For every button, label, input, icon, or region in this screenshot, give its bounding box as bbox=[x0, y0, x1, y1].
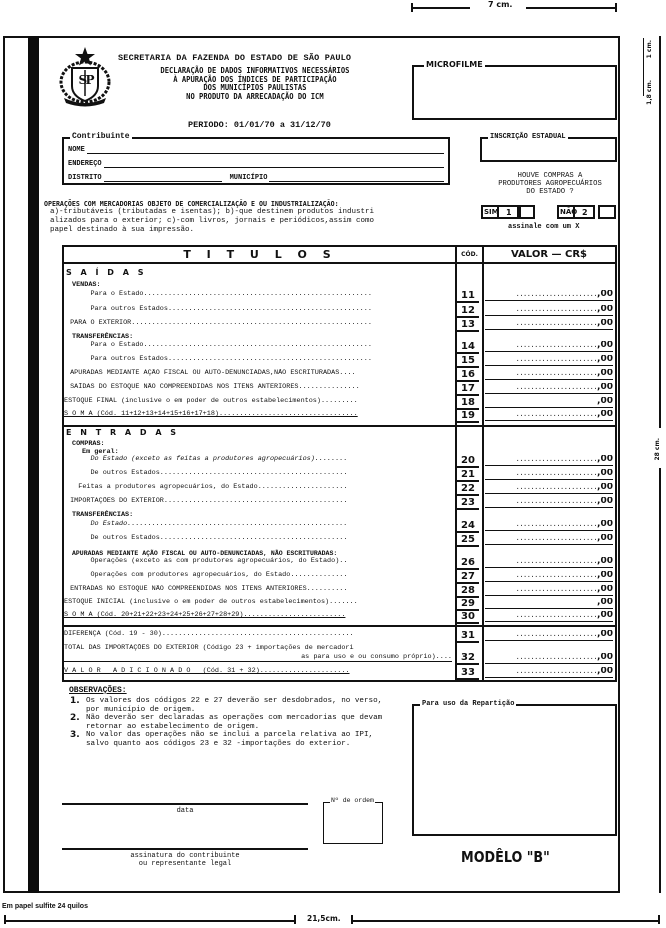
measure-right-top: 1 cm. bbox=[646, 40, 653, 59]
operacoes-line: papel destinado à sua impressão. bbox=[50, 226, 195, 234]
row-value-input[interactable] bbox=[485, 469, 613, 480]
row-code: 24 bbox=[457, 520, 479, 533]
row-title: V A L O R A D I C I O N A D O (Cód. 31 + 32)...................... bbox=[64, 667, 350, 675]
row-code: 16 bbox=[457, 369, 479, 382]
dots: ...................... bbox=[515, 356, 598, 364]
distrito-municipio-field[interactable] bbox=[68, 169, 444, 182]
header-valor: VALOR — CR$ bbox=[483, 247, 615, 264]
microfilme-box[interactable] bbox=[412, 60, 617, 120]
cents: ,00 bbox=[597, 557, 613, 566]
cents: ,00 bbox=[597, 520, 613, 529]
table-row bbox=[64, 469, 619, 482]
assinatura-label-line: ou representante legal bbox=[138, 860, 232, 868]
row-title: S O M A (Cód. 11+12+13+14+15+16+17+18).................................. bbox=[64, 410, 358, 418]
subsection-transferencias: TRANSFERÊNCIAS: bbox=[72, 511, 134, 519]
row-value-input[interactable] bbox=[485, 369, 613, 380]
cents: ,00 bbox=[597, 369, 613, 378]
row-title: Para o Estado........................................................ bbox=[66, 341, 372, 349]
row-value-input[interactable] bbox=[485, 585, 613, 596]
dots: ...................... bbox=[515, 572, 598, 580]
dots: ...................... bbox=[515, 306, 598, 314]
inscricao-label: INSCRIÇÃO ESTADUAL bbox=[490, 133, 566, 141]
dots: ...................... bbox=[515, 668, 598, 676]
subsection-vendas: VENDAS: bbox=[72, 281, 101, 289]
observacao-item bbox=[70, 697, 400, 714]
contribuinte-legend: Contribuinte bbox=[72, 132, 130, 141]
row-value-input[interactable] bbox=[485, 630, 613, 641]
row-title: Para outros Estados.................................................. bbox=[66, 305, 372, 313]
row-value-input[interactable] bbox=[485, 355, 613, 366]
table-row bbox=[64, 355, 619, 368]
table-row bbox=[64, 483, 619, 496]
table-row bbox=[64, 455, 619, 468]
table-row bbox=[64, 397, 619, 410]
form-title-line: NO PRODUTO DA ARRECADAÇÃO DO ICM bbox=[186, 90, 324, 101]
table-row bbox=[64, 520, 619, 533]
table-row bbox=[64, 598, 619, 611]
dots: ...................... bbox=[515, 484, 598, 492]
row-title: PARA O EXTERIOR........................................................... bbox=[66, 319, 372, 327]
measure-tick bbox=[615, 3, 617, 12]
observacoes-title: OBSERVAÇÕES: bbox=[69, 686, 127, 695]
row-value-input[interactable] bbox=[485, 290, 613, 301]
distrito-input[interactable] bbox=[104, 180, 222, 182]
row-code: 25 bbox=[457, 534, 479, 547]
table-row-total bbox=[64, 611, 619, 624]
row-code: 14 bbox=[457, 341, 479, 354]
row-title: S O M A (Cód. 20+21+22+23+24+25+26+27+28+29)......................... bbox=[64, 611, 346, 619]
row-value-input[interactable] bbox=[485, 497, 613, 508]
row-value-input[interactable] bbox=[485, 571, 613, 582]
row-title: DIFERENÇA (Cód. 19 - 30)............................................... bbox=[64, 630, 354, 638]
observacao-item bbox=[70, 731, 400, 748]
measure-bottom-label: 21,5cm. bbox=[307, 914, 341, 923]
data-line[interactable] bbox=[62, 803, 308, 805]
dots: ...................... bbox=[515, 521, 598, 529]
table-row-total bbox=[64, 410, 619, 423]
form-title-line: À APURAÇÃO DOS ÍNDICES DE PARTICIPAÇÃO bbox=[173, 73, 337, 84]
row-code: 22 bbox=[457, 483, 479, 496]
row-title: TOTAL DAS IMPORTAÇÕES DO EXTERIOR (Código 23 + importações de mercadori bbox=[64, 644, 354, 652]
modelo-label: MODÊLO "B" bbox=[461, 848, 550, 866]
cents: ,00 bbox=[597, 383, 613, 392]
nao-code: 2 bbox=[582, 208, 588, 217]
agency-name: SECRETARIA DA FAZENDA DO ESTADO DE SÃO PAULO bbox=[118, 53, 352, 63]
row-title: Feitas a produtores agropecuários, do Estado...................... bbox=[66, 483, 348, 491]
measure-line-vertical bbox=[659, 36, 661, 428]
cents: ,00 bbox=[597, 653, 613, 662]
municipio-label: MUNICÍPIO bbox=[229, 174, 268, 182]
dots: ...................... bbox=[515, 586, 598, 594]
section-entradas: E N T R A D A S bbox=[66, 428, 180, 437]
question-line: PRODUTORES AGROPECUÁRIOS bbox=[498, 180, 602, 188]
row-title: Para o Estado........................................................ bbox=[66, 290, 372, 298]
table-row bbox=[64, 290, 619, 303]
periodo bbox=[188, 120, 331, 130]
measure-tick bbox=[294, 915, 296, 924]
row-title: Operações (exceto as com produtores agropecuários, do Estado).. bbox=[66, 557, 348, 565]
row-code: 31 bbox=[457, 630, 479, 643]
dots: ...................... bbox=[515, 411, 598, 419]
row-code: 19 bbox=[457, 410, 479, 423]
cents: ,00 bbox=[597, 410, 613, 419]
sim-code: 1 bbox=[506, 208, 512, 217]
distrito-label: DISTRITO bbox=[68, 174, 102, 182]
observacao-item bbox=[70, 714, 400, 731]
row-title: De outros Estados.............................................. bbox=[66, 469, 348, 477]
row-code: 17 bbox=[457, 383, 479, 396]
table-row bbox=[64, 319, 619, 332]
row-value-input[interactable] bbox=[485, 653, 613, 664]
periodo-value: 01/01/70 a 31/12/70 bbox=[233, 120, 331, 130]
row-title-continued: as para uso e ou consumo próprio).... bbox=[64, 653, 452, 662]
operacoes-line: alizados para o exterior; c)-com livros, jornais e periódicos,assim como bbox=[50, 217, 375, 225]
row-code: 15 bbox=[457, 355, 479, 368]
sim-label: SIM bbox=[484, 208, 499, 216]
assinatura-label-line: assinatura do contribuinte bbox=[130, 852, 240, 860]
row-code: 20 bbox=[457, 455, 479, 468]
cents: ,00 bbox=[597, 571, 613, 580]
assinatura-line[interactable] bbox=[62, 848, 308, 850]
table-row bbox=[64, 644, 619, 666]
endereco-field[interactable] bbox=[68, 155, 444, 168]
table-row bbox=[64, 557, 619, 570]
item-text: No valor das operações não se inclui a parcela relativa ao IPI, salvo quanto aos códigos 23 e 32 -importações do exterior. bbox=[86, 731, 374, 748]
sao-paulo-coat-of-arms-icon bbox=[58, 46, 112, 108]
operacoes-text bbox=[44, 199, 464, 235]
item-number: 1. bbox=[70, 696, 80, 706]
cents: ,00 bbox=[597, 305, 613, 314]
row-value-input[interactable] bbox=[485, 319, 613, 330]
assinatura-label bbox=[62, 852, 308, 868]
endereco-label: ENDEREÇO bbox=[68, 160, 102, 168]
section-saidas: S A Í D A S bbox=[66, 268, 147, 277]
cents: ,00 bbox=[597, 355, 613, 364]
row-title: SAÍDAS DO ESTOQUE NÃO COMPREENDIDAS NOS ÍTENS ANTERIORES............... bbox=[66, 383, 360, 391]
row-code: 21 bbox=[457, 469, 479, 482]
item-text: Não deverão ser declaradas as operações com mercadorias que devam retornar ao estabelecimento de origem. bbox=[86, 714, 383, 731]
row-value-input[interactable] bbox=[485, 410, 613, 421]
cents: ,00 bbox=[597, 497, 613, 506]
dots: ...................... bbox=[515, 631, 598, 639]
paper-note: Em papel sulfite 24 quilos bbox=[2, 903, 88, 910]
dots: ...................... bbox=[515, 612, 598, 620]
section-divider bbox=[64, 625, 615, 627]
row-code: 23 bbox=[457, 497, 479, 510]
measure-line-vertical bbox=[659, 468, 661, 893]
dots: ...................... bbox=[515, 498, 598, 506]
assinale-hint: assinale com um X bbox=[508, 223, 580, 231]
cents: ,00 bbox=[597, 319, 613, 328]
sim-code-box bbox=[497, 205, 519, 219]
nome-label: NOME bbox=[68, 146, 85, 154]
row-value-input[interactable] bbox=[485, 397, 613, 408]
form-title-line: DECLARAÇÃO DE DADOS INFORMATIVOS NECESSÁRIOS bbox=[160, 65, 350, 75]
form-title bbox=[150, 66, 360, 100]
reparticao-label: Para uso da Repartição bbox=[422, 700, 515, 708]
table-row bbox=[64, 571, 619, 584]
row-code: 11 bbox=[457, 290, 479, 303]
subsection-em-geral: Em geral: bbox=[82, 448, 119, 456]
table-row bbox=[64, 585, 619, 598]
header-titulos: T I T U L O S bbox=[64, 247, 456, 264]
subsection-compras: COMPRAS: bbox=[72, 440, 105, 448]
row-code: 32 bbox=[457, 652, 479, 665]
row-title: ENTRADAS NO ESTOQUE NÃO COMPREENDIDAS NOS ÍTENS ANTERIORES.......... bbox=[66, 585, 348, 593]
table-row bbox=[64, 383, 619, 396]
question-line: DO ESTADO ? bbox=[526, 188, 574, 196]
row-value-input[interactable] bbox=[485, 598, 613, 609]
dots: ...................... bbox=[515, 558, 598, 566]
dots: ...................... bbox=[515, 654, 598, 662]
municipio-input[interactable] bbox=[269, 180, 444, 182]
row-code: 26 bbox=[457, 557, 479, 570]
row-code: 29 bbox=[457, 598, 479, 611]
measure-tick bbox=[658, 915, 660, 924]
item-number: 2. bbox=[70, 713, 80, 724]
item-number: 3. bbox=[70, 730, 80, 741]
sim-checkbox[interactable] bbox=[519, 205, 535, 219]
cents: ,00 bbox=[597, 483, 613, 492]
row-title: Do Estado...................................................... bbox=[66, 520, 348, 528]
operacoes-heading: OPERAÇÕES COM MERCADORIAS OBJETO DE COMERCIALIZAÇÃO E OU INDUSTRIALIZAÇÃO: bbox=[44, 199, 339, 208]
row-code: 27 bbox=[457, 571, 479, 584]
dots: ...................... bbox=[515, 456, 598, 464]
row-code: 28 bbox=[457, 585, 479, 598]
contribuinte-box bbox=[62, 132, 450, 185]
measure-line bbox=[526, 7, 616, 9]
svg-text:P: P bbox=[85, 73, 95, 87]
row-code: 12 bbox=[457, 305, 479, 318]
row-value-input[interactable] bbox=[485, 455, 613, 466]
operacoes-line: a)-tributáveis (tributadas e isentas); b)-que destinem produtos industri bbox=[50, 208, 375, 216]
cents: ,00 bbox=[597, 341, 613, 350]
table-row bbox=[64, 341, 619, 354]
nome-input[interactable] bbox=[87, 152, 444, 154]
row-code: 33 bbox=[457, 667, 479, 680]
row-code: 13 bbox=[457, 319, 479, 332]
measure-line bbox=[352, 920, 659, 922]
reparticao-box bbox=[412, 700, 617, 836]
cents: ,00 bbox=[597, 585, 613, 594]
row-value-input[interactable] bbox=[485, 667, 613, 678]
row-title: ESTOQUE INICIAL (inclusive o em poder de outros estabelecimentos)....... bbox=[64, 598, 358, 606]
table-row bbox=[64, 497, 619, 510]
endereco-input[interactable] bbox=[104, 166, 444, 168]
cents: ,00 bbox=[597, 397, 613, 406]
table-row bbox=[64, 369, 619, 382]
measure-right-side: 28 cm. bbox=[654, 438, 661, 461]
table-row-total bbox=[64, 667, 619, 680]
row-code: 30 bbox=[457, 611, 479, 624]
binding-bar bbox=[28, 36, 39, 893]
cents: ,00 bbox=[597, 611, 613, 620]
row-title: Operações com produtores agropecuários, do Estado.............. bbox=[66, 571, 348, 579]
row-value-input[interactable] bbox=[485, 383, 613, 394]
cents: ,00 bbox=[597, 598, 613, 607]
dots: ...................... bbox=[515, 370, 598, 378]
dots: ...................... bbox=[515, 470, 598, 478]
nao-code-box bbox=[573, 205, 595, 219]
cents: ,00 bbox=[597, 290, 613, 299]
section-divider bbox=[64, 425, 615, 427]
dots: ...................... bbox=[515, 320, 598, 328]
row-value-input[interactable] bbox=[485, 520, 613, 531]
cents: ,00 bbox=[597, 469, 613, 478]
header-cod: CÓD. bbox=[456, 247, 483, 264]
data-label: data bbox=[176, 807, 194, 815]
microfilme-label: MICROFILME bbox=[426, 60, 483, 69]
dots: ...................... bbox=[515, 535, 598, 543]
row-title: Do Estado (exceto as feitas a produtores agropecuários)........ bbox=[66, 455, 348, 463]
measure-line bbox=[5, 920, 295, 922]
nao-checkbox[interactable] bbox=[598, 205, 616, 219]
measure-right-mid: 1,8 cm. bbox=[646, 80, 653, 105]
dots: ...................... bbox=[515, 291, 598, 299]
dots: ...................... bbox=[515, 342, 598, 350]
row-value-input[interactable] bbox=[485, 611, 613, 622]
row-title: APURADAS MEDIANTE AÇÃO FISCAL OU AUTO-DENUNCIADAS,NÃO ESCRITURADAS.... bbox=[66, 369, 356, 377]
ordem-box[interactable] bbox=[323, 797, 383, 844]
nome-field[interactable] bbox=[68, 141, 444, 154]
row-value-input[interactable] bbox=[485, 341, 613, 352]
measure-line bbox=[412, 7, 470, 9]
inscricao-estadual-box[interactable] bbox=[480, 133, 617, 162]
item-text: Os valores dos códigos 22 e 27 deverão ser desdobrados, no verso, por município de origem. bbox=[86, 697, 383, 714]
nao-label: NÃO bbox=[560, 208, 578, 216]
ordem-label: Nº de ordem bbox=[331, 797, 374, 804]
observacoes-list bbox=[70, 697, 400, 749]
dots: ...................... bbox=[515, 384, 598, 392]
table-row bbox=[64, 305, 619, 318]
measure-top-label: 7 cm. bbox=[488, 0, 513, 9]
table-row bbox=[64, 630, 619, 643]
row-code: 18 bbox=[457, 397, 479, 410]
measure-line-vertical bbox=[643, 38, 644, 96]
cents: ,00 bbox=[597, 667, 613, 676]
form-title-line: DOS MUNICÍPIOS PAULISTAS bbox=[203, 82, 307, 93]
row-title: Para outros Estados.................................................. bbox=[66, 355, 372, 363]
table-row bbox=[64, 534, 619, 547]
row-title: ESTOQUE FINAL (inclusive o em poder de outros estabelecimentos)......... bbox=[64, 397, 358, 405]
subsection-apuradas: APURADAS MEDIANTE AÇÃO FISCAL OU AUTO-DENUNCIADAS, NÃO ESCRITURADAS: bbox=[72, 550, 338, 557]
cents: ,00 bbox=[597, 455, 613, 464]
compras-question bbox=[480, 172, 620, 196]
row-value-input[interactable] bbox=[485, 483, 613, 494]
svg-text:S: S bbox=[78, 73, 88, 87]
row-title: IMPORTAÇÕES DO EXTERIOR............................................. bbox=[66, 497, 348, 505]
row-value-input[interactable] bbox=[485, 305, 613, 316]
row-value-input[interactable] bbox=[485, 534, 613, 545]
cents: ,00 bbox=[597, 534, 613, 543]
subsection-transferencias: TRANSFERÊNCIAS: bbox=[72, 333, 134, 341]
cents: ,00 bbox=[597, 630, 613, 639]
row-title: De outros Estados.............................................. bbox=[66, 534, 348, 542]
question-line: HOUVE COMPRAS A bbox=[517, 172, 583, 180]
row-value-input[interactable] bbox=[485, 557, 613, 568]
declaration-table bbox=[62, 245, 617, 682]
periodo-label: PERIODO: bbox=[188, 120, 229, 130]
